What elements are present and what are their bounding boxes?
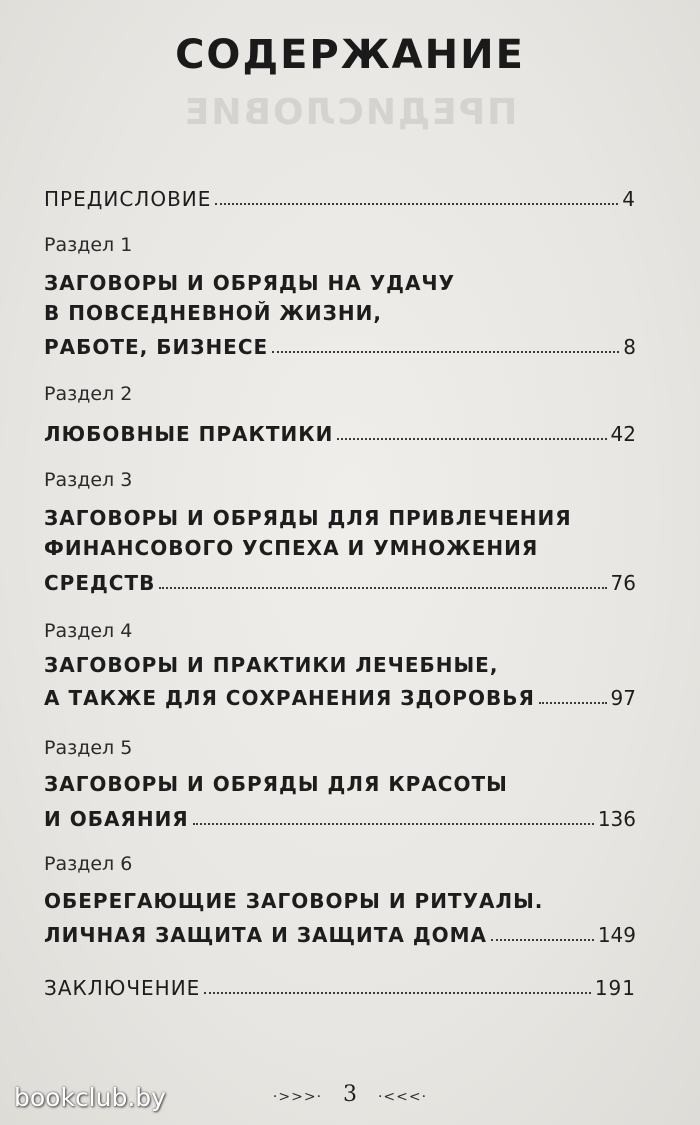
section-label: Раздел 6 (44, 853, 133, 875)
toc-entry-title: ЗАКЛЮЧЕНИЕ (44, 976, 201, 1000)
bleed-through-text: ПРЕДИСЛОВИЕ (182, 92, 518, 133)
toc-entry-line: ЗАГОВОРЫ И ОБРЯДЫ НА УДАЧУ (44, 271, 455, 295)
toc-entry-line: ФИНАНСОВОГО УСПЕХА И УМНОЖЕНИЯ (44, 536, 539, 560)
toc-entry-line: И ОБАЯНИЯ (44, 807, 189, 831)
toc-page-number: 4 (622, 187, 636, 211)
section-label: Раздел 1 (44, 234, 133, 256)
toc-entry-line: ЛЮБОВНЫЕ ПРАКТИКИ (44, 422, 334, 446)
toc-entry-line: ЗАГОВОРЫ И ОБРЯДЫ ДЛЯ ПРИВЛЕЧЕНИЯ (44, 506, 572, 530)
toc-entry-section-1 (44, 325, 636, 359)
leader-dots (215, 202, 618, 205)
leader-dots (159, 586, 606, 589)
watermark: bookclub.by (14, 1083, 166, 1112)
toc-entry-section-4 (44, 676, 636, 710)
section-label: Раздел 5 (44, 737, 133, 759)
toc-entry-line: ОБЕРЕГАЮЩИЕ ЗАГОВОРЫ И РИТУАЛЫ. (44, 889, 544, 913)
page-title: СОДЕРЖАНИЕ (175, 32, 525, 78)
toc-page-number: 76 (610, 571, 636, 595)
leader-dots (272, 350, 619, 353)
toc-page-number: 97 (610, 686, 636, 710)
toc-entry-section-2 (44, 412, 636, 446)
section-label: Раздел 3 (44, 469, 133, 491)
toc-entry-line: СРЕДСТВ (44, 571, 156, 595)
toc-entry-section-3 (44, 561, 636, 595)
toc-page-number: 136 (597, 807, 636, 831)
toc-page-number: 191 (594, 976, 636, 1000)
section-label: Раздел 2 (44, 383, 133, 405)
toc-entry-title: ПРЕДИСЛОВИЕ (44, 187, 212, 211)
toc-entry-line: В ПОВСЕДНЕВНОЙ ЖИЗНИ, (44, 301, 382, 325)
page-number: 3 (343, 1082, 357, 1107)
toc-entry-preface (44, 177, 636, 211)
toc-page-number: 149 (597, 923, 636, 947)
section-label: Раздел 4 (44, 620, 133, 642)
toc-entry-line: А ТАКЖЕ ДЛЯ СОХРАНЕНИЯ ЗДОРОВЬЯ (44, 686, 535, 710)
toc-page-number: 42 (610, 422, 636, 446)
toc-entry-conclusion (44, 966, 636, 1000)
toc-entry-line: ЗАГОВОРЫ И ПРАКТИКИ ЛЕЧЕБНЫЕ, (44, 653, 499, 677)
leader-dots (539, 701, 607, 704)
toc-entry-line: ЗАГОВОРЫ И ОБРЯДЫ ДЛЯ КРАСОТЫ (44, 772, 508, 796)
ornament-right-icon: ·<<<· (377, 1089, 428, 1105)
toc-entry-section-5 (44, 797, 636, 831)
toc-entry-line: ЛИЧНАЯ ЗАЩИТА И ЗАЩИТА ДОМА (44, 923, 488, 947)
leader-dots (491, 938, 594, 941)
toc-entry-section-6 (44, 913, 636, 947)
leader-dots (193, 822, 594, 825)
leader-dots (204, 991, 590, 994)
toc-page-number: 8 (623, 335, 636, 359)
leader-dots (337, 437, 606, 440)
toc-entry-line: РАБОТЕ, БИЗНЕСЕ (44, 335, 269, 359)
ornament-left-icon: ·>>>· (272, 1089, 323, 1105)
